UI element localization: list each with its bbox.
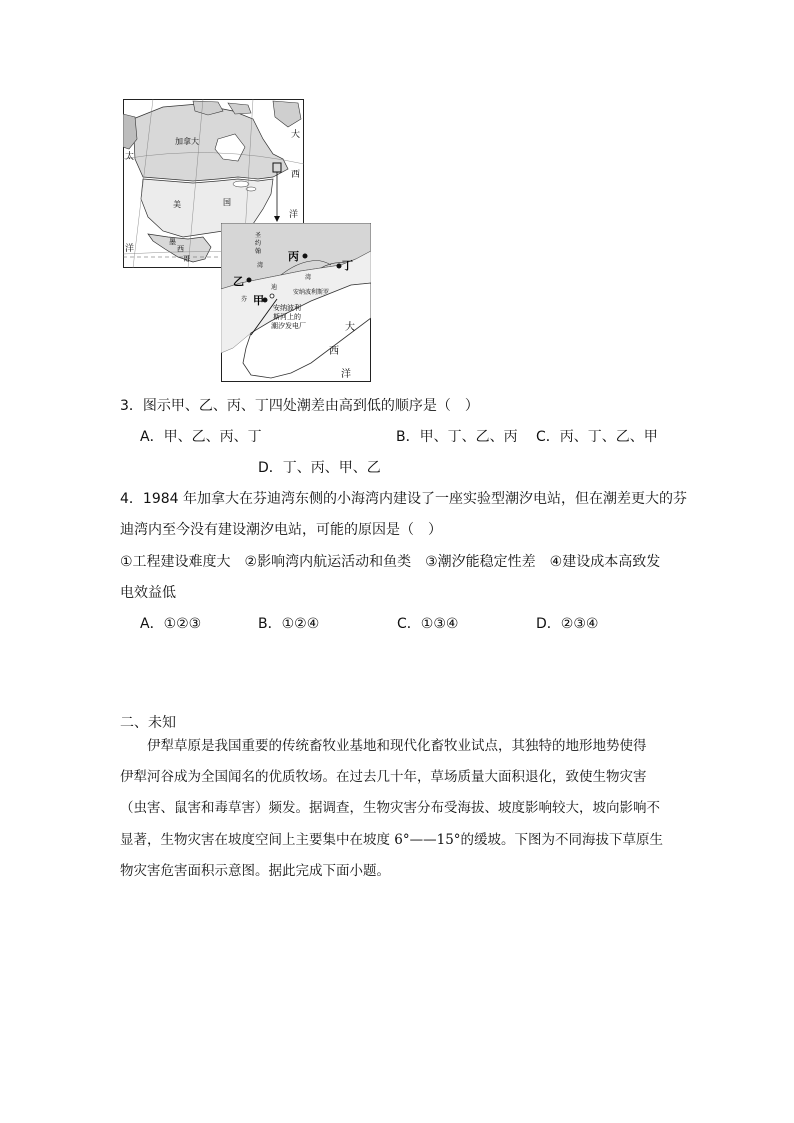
- label-fundy-1: 迪: [271, 284, 278, 291]
- label-usa-1: 美: [173, 200, 181, 209]
- label-atlantic-3: 洋: [289, 210, 299, 220]
- q4-statements-line2: 电效益低: [120, 585, 176, 601]
- label-plant-3: 潮汐发电厂: [271, 322, 306, 330]
- svg-text:湾: 湾: [305, 274, 312, 281]
- label-atlantic-1: 大: [345, 322, 355, 333]
- label-st-john-1: 圣: [255, 232, 262, 239]
- q4-option-b: B．①②④: [258, 616, 320, 632]
- q4-option-d: D．②③④: [536, 616, 599, 632]
- label-mexico-2: 西: [177, 245, 184, 253]
- q3-stem: 3．图示甲、乙、丙、丁四处潮差由高到低的顺序是（ ）: [120, 398, 479, 414]
- label-st-john-3: 翰: [255, 248, 262, 255]
- label-plant-2: 斯河上的: [273, 313, 301, 321]
- q4-stem-line2: 迪湾内至今没有建设潮汐电站，可能的原因是（ ）: [120, 522, 442, 538]
- label-fundy-2: 芬: [241, 296, 248, 303]
- q3-option-a: A．甲、乙、丙、丁: [140, 429, 262, 445]
- q3-option-c: C．丙、丁、乙、甲: [536, 429, 658, 445]
- q4-option-c: C．①③④: [397, 616, 459, 632]
- q4-statements-line1: ①工程建设难度大 ②影响湾内航运活动和鱼类 ③潮汐能稳定性差 ④建设成本高致发: [120, 554, 661, 570]
- q3-option-d: D．丁、丙、甲、乙: [258, 460, 381, 476]
- label-yi: 乙: [233, 275, 244, 288]
- label-atlantic-1: 大: [291, 130, 301, 140]
- q4-stem-line1: 4．1984 年加拿大在芬迪湾东侧的小海湾内建设了一座实验型潮汐电站，但在潮差更大的芬: [120, 491, 687, 507]
- label-atlantic-2: 西: [329, 346, 339, 357]
- label-canada: 加拿大: [175, 137, 199, 146]
- label-pacific-1: 太: [125, 152, 135, 162]
- label-st-john-2: 约: [255, 240, 262, 247]
- passage-line4: 显著，生物灾害在坡度空间上主要集中在坡度 6°——15°的缓坡。下图为不同海拔下草原生: [120, 832, 664, 848]
- point-bing: [303, 254, 308, 259]
- passage-line5: 物灾害危害面积示意图。据此完成下面小题。: [120, 863, 390, 879]
- label-plant-1: 安纳波利: [273, 304, 301, 312]
- passage-line2: 伊犁河谷成为全国闻名的优质牧场。在过去几十年，草场质量大面积退化，致使生物灾害: [120, 769, 647, 785]
- section2-heading: 二、未知: [120, 715, 176, 731]
- label-bing: 丙: [288, 250, 299, 263]
- q3-option-b: B．甲、丁、乙、丙: [396, 429, 518, 445]
- passage-line1: 伊犁草原是我国重要的传统畜牧业基地和现代化畜牧业试点，其独特的地形地势使得: [147, 738, 647, 754]
- point-annapolis: [270, 294, 274, 298]
- q4-option-a: A．①②③: [140, 616, 202, 632]
- label-bay-1: 湾: [257, 262, 264, 269]
- label-usa-2: 国: [223, 198, 231, 207]
- label-mexico-3: 哥: [183, 255, 190, 263]
- label-atlantic-3: 洋: [341, 369, 351, 380]
- label-pacific-2: 洋: [125, 244, 135, 254]
- point-ding: [337, 264, 342, 269]
- point-yi: [247, 278, 252, 283]
- label-mexico-1: 墨: [169, 238, 176, 246]
- passage-line3: （虫害、鼠害和毒草害）频发。据调查，生物灾害分布受海拔、坡度影响较大，坡向影响不: [120, 800, 660, 816]
- label-annapolis-town: 安纳波利斯罗: [293, 289, 330, 296]
- fundy-inset-map: [221, 223, 371, 382]
- label-jia: 甲: [253, 294, 264, 307]
- label-ding: 丁: [342, 259, 353, 272]
- label-atlantic-2: 西: [291, 170, 301, 180]
